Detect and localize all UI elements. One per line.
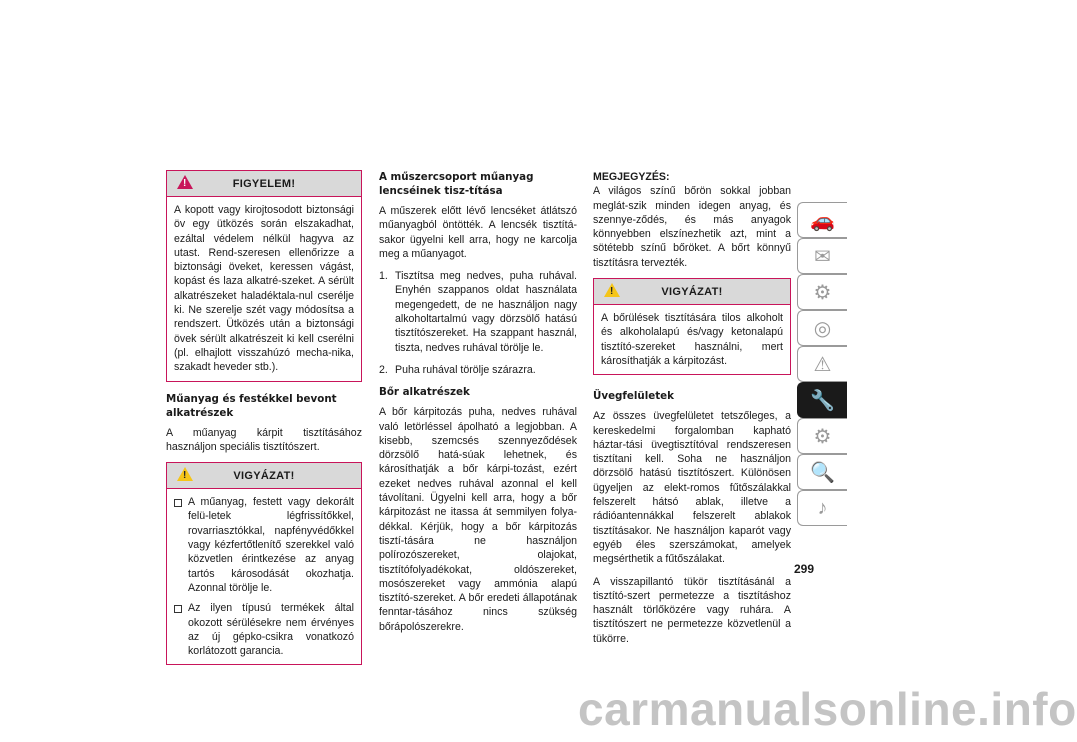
paragraph-lens: A műszerek előtt lévő lencséket átlátszó műanyagból öntötték. A lencsék tisztítá-sakor ügyelni kell arra, hogy ne karcolja meg a műanyagot. — [379, 205, 577, 260]
note-text: A világos színű bőrön sokkal jobban meglát-szik minden idegen anyag, és szennye-ződés, és más anyagok könnyebben elszínezhetik azt, mint a sötétebb színű bőröket. A bőrt könnyű tisztításra tervezték. — [593, 185, 791, 269]
section-heading-lens: A műszercsoport műanyag lencséinek tisz-títása — [379, 171, 534, 197]
tab-car-warning-icon[interactable] — [797, 346, 847, 382]
car-info-icon: 🚗 — [810, 209, 835, 232]
warning-text: A kopott vagy kirojtosodott biztonsági öv egy ütközés során elszakadhat, ezáltal védelem nélkül hagyva az utast. Rend-szeresen ellenőrizze a biztonsági öveket, keressen vágást, kopást és laza alkatré-szeket. A sérült alkatrészeket haladéktala-nul cserélje ki. Ne szerelje szét vagy módosítsa a rendszert. Ütközés után a biztonsági övek sérült alkatrészeit ki kell cserélni (pl. elhajlott visszahúzó mecha-nika, szakadt heveder stb.). — [174, 204, 354, 374]
caution-header — [594, 279, 790, 305]
caution-header — [167, 463, 361, 489]
bullet-square-icon — [174, 499, 182, 507]
tab-specs-icon[interactable] — [797, 418, 847, 454]
tab-index-search-icon[interactable] — [797, 454, 847, 490]
warning-title: FIGYELEM! — [232, 178, 296, 190]
multimedia-icon: ♪ — [817, 496, 828, 519]
index-search-icon: 🔍 — [810, 461, 835, 484]
tab-car-service-icon[interactable] — [797, 382, 847, 418]
page-number: 299 — [794, 562, 815, 576]
car-service-icon: 🔧 — [810, 389, 835, 412]
caution-title: VIGYÁZAT! — [661, 286, 723, 299]
step-item: 2. Puha ruhával törölje szárazra. — [379, 363, 536, 376]
car-mail-icon: ✉ — [814, 245, 831, 268]
warning-header — [167, 171, 361, 197]
column-3 — [593, 170, 791, 654]
tab-multimedia-icon[interactable] — [797, 490, 847, 526]
warning-box — [166, 170, 362, 382]
column-1 — [166, 170, 362, 675]
paragraph-mirror: A visszapillantó tükör tisztításánál a tisztító-szert permetezze a tisztításhoz használt törlőközére vagy ruhára. A tisztítószert ne permetezze közvetlenül a tükörre. — [593, 575, 791, 645]
column-2 — [379, 170, 577, 642]
caution-box — [166, 462, 362, 665]
seatbelt-icon: ⚙ — [813, 281, 832, 304]
steering-wheel-icon: ◎ — [813, 317, 832, 340]
section-heading-glass: Üvegfelületek — [593, 390, 675, 403]
caution-bullet: A műanyag, festett vagy dekorált felü-letek légfrissítőkkel, rovarriasztókkal, napfényvédőkkel vagy kézfertőtlenítő szerekkel való közvetlen érintkezése az anyag tartós károsodását okozhatja. Azonnal törölje le. — [174, 495, 354, 595]
watermark: carmanualsonline.info — [578, 683, 1077, 735]
caution-bullet: Az ilyen típusú termékek által okozott sérülésekre nem érvényes az új gépko-csikra vonatkozó korlátozott garancia. — [174, 601, 354, 658]
caution-text: A bőrülések tisztítására tilos alkoholt és alkoholalapú és/vagy ketonalapú tisztító-szereket használni, mert károsíthatják a kárpitozást. — [601, 312, 783, 367]
caution-title: VIGYÁZAT! — [233, 470, 295, 483]
section-heading-leather: Bőr alkatrészek — [379, 386, 470, 399]
bullet-square-icon — [174, 605, 182, 613]
paragraph-plastic: A műanyag kárpit tisztításához használjon speciális tisztítószert. — [166, 426, 362, 453]
paragraph-leather: A bőr kárpitozás puha, nedves ruhával való letörléssel ápolható a legjobban. A kisebb, szemcsés szennyeződések dörzsölő hatá-súak lehetnek, és károsíthatják a bőr kárpi-tozást, ezért ezeket nedves ruhával azonnal el kell távolítani. Ügyelni kell arra, hogy a bőr kárpitozást ne itassa át semmilyen folya-dékkal. Kérjük, hogy a bőr kárpitozás tisztí-tására ne használjon polírozószereket, olajokat, tisztítófolyadékokat, oldószereket, mosószereket vagy ammónia alapú tisztító-szereket. A bőr eredeti állapotának fenntar-tásához nincs szükség bőrápolószerekre. — [379, 406, 577, 633]
tab-steering-wheel-icon[interactable] — [797, 310, 847, 346]
tab-seatbelt-icon[interactable] — [797, 274, 847, 310]
caution-box-leather — [593, 278, 791, 375]
caution-body — [167, 489, 361, 664]
paragraph-glass: Az összes üvegfelületet tetszőleges, a kereskedelmi forgalomban kapható háztar-tási üvegtisztítóval rendszeresen tisztítani kell. Soha ne használjon dörzsölő hatású tisztítószert. Különösen ügyeljen az elekt-romos fűtőszálakkal felszerelt hátsó ablak, illetve a rádióantennákkal felszerelt ablakok tisztításakor. Ne használjon kaparót vagy egyéb éles szerszámokat, amelyek megsérthetik a fűtőszálakat. — [593, 410, 791, 566]
car-warning-icon: ⚠ — [813, 353, 832, 376]
specs-icon: ⚙ — [813, 425, 832, 448]
tab-car-mail-icon[interactable] — [797, 238, 847, 274]
step-item: 1. Tisztítsa meg nedves, puha ruhával. Enyhén szappanos oldat használata megengedett, de ne használjon nagy alkoholtartalmú vagy dörzsölő hatású tisztítószereket. Ha szappant használ, tiszta, nedves ruhával törölje le. — [379, 270, 577, 354]
tab-car-info-icon[interactable] — [797, 202, 847, 238]
section-heading-plastic: Műanyag és festékkel bevont alkatrészek — [166, 392, 337, 419]
note-label: MEGJEGYZÉS: — [593, 171, 670, 183]
